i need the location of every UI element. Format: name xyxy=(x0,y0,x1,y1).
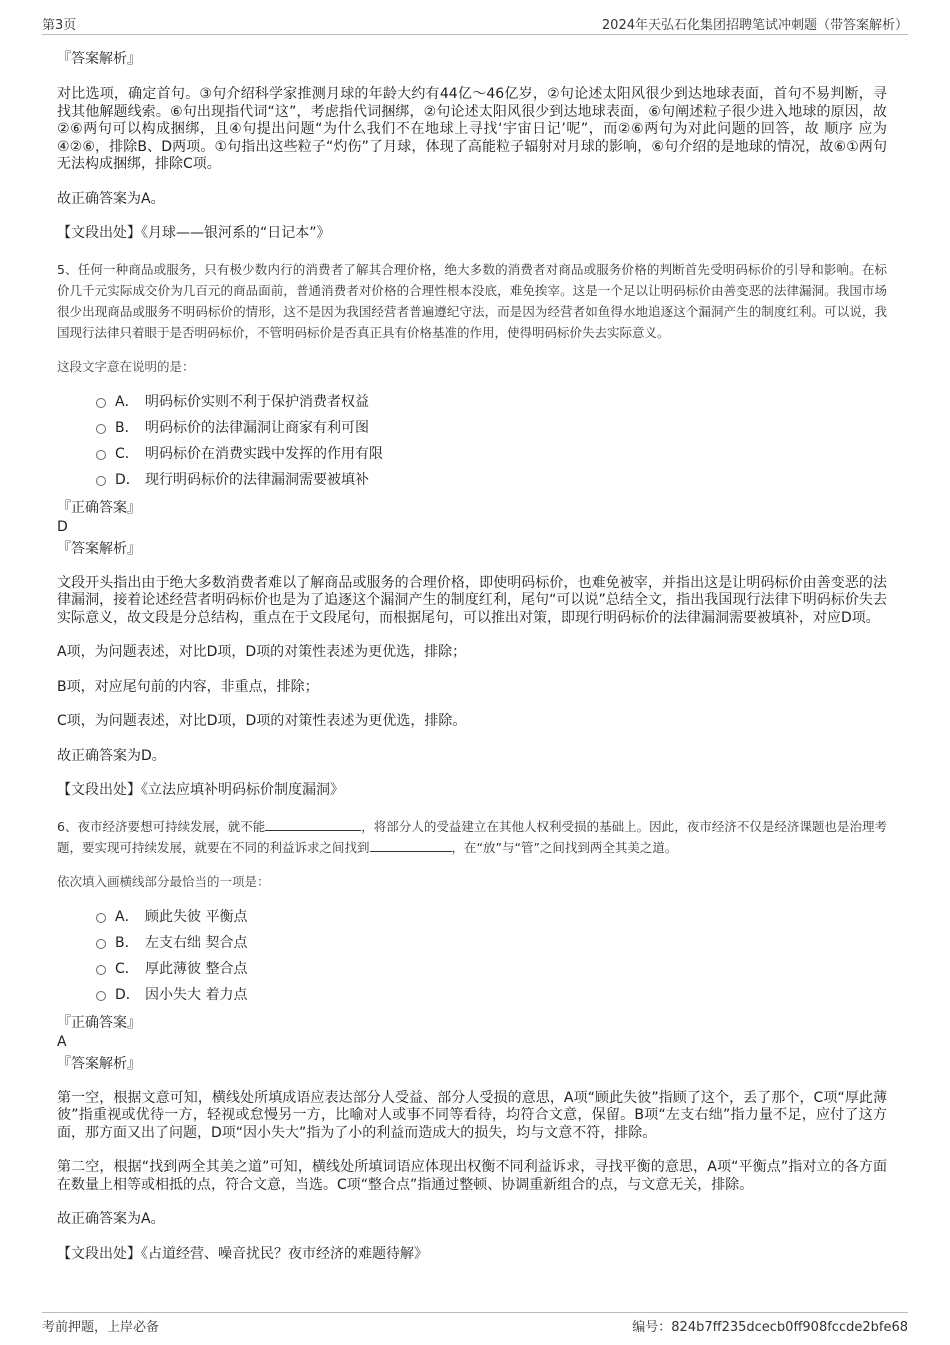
option-d[interactable]: D． 因小失大 着力点 xyxy=(57,982,887,1008)
document-id: 编号：824b7ff235dcecb0ff908fccde2bfe68 xyxy=(632,1320,908,1335)
source-citation: 【文段出处】《月球——银河系的“日记本”》 xyxy=(57,225,331,241)
radio-button[interactable] xyxy=(96,991,106,1001)
analysis-conclusion: 故正确答案为A。 xyxy=(57,190,165,207)
options-list xyxy=(57,389,887,493)
fill-blank xyxy=(265,818,361,831)
footer-slogan: 考前押题，上岸必备 xyxy=(42,1320,160,1335)
question-text: 6、夜市经济要想可持续发展，就不能 ，将部分人的受益建立在其他人权利受损的基础上。因此，夜市经济不仅是经济课题也是治理考题，要实现可持续发展，就要在不同的利益诉求之间找到 ，在“放”与“管”之间找到两全其美之道。 xyxy=(57,818,887,855)
document-title: 2024年天弘石化集团招聘笔试冲刺题（带答案解析） xyxy=(601,18,908,33)
option-b[interactable]: B． 明码标价的法律漏洞让商家有利可图 xyxy=(57,415,887,441)
correct-answer: A xyxy=(57,1033,67,1050)
radio-button[interactable] xyxy=(96,965,106,975)
fill-blank xyxy=(370,839,452,852)
radio-button[interactable] xyxy=(96,424,106,434)
option-b[interactable]: B． 左支右绌 契合点 xyxy=(57,930,887,956)
options-list xyxy=(57,904,887,1008)
analysis-tag: 『答案解析』 xyxy=(57,540,141,557)
option-d[interactable]: D． 现行明码标价的法律漏洞需要被填补 xyxy=(57,467,887,493)
question-text: 5、任何一种商品或服务，只有极少数内行的消费者了解其合理价格，绝大多数的消费者对商品或服务价格的判断首先受明码标价的引导和影响。在标价几千元实际成交价为几百元的商品面前，普通消费者对价格的合理性根本没底，难免挨宰。这是一个足以让明码标价由善变恶的法律漏洞。我国市场很少出现商品或服务不明码标价的情形，这不是因为我国经营者普遍遵纪守法，而是因为经营者如鱼得水地追逐这个漏洞产生的制度红利。可以说，我国现行法律只着眼于是否明码标价，不管明码标价是否真正具有价格基准的作用，使得明码标价失去实际意义。 xyxy=(57,261,887,340)
question-prompt: 依次填入画横线部分最恰当的一项是： xyxy=(57,873,270,889)
option-c[interactable]: C． 厚此薄彼 整合点 xyxy=(57,956,887,982)
page-footer xyxy=(42,1312,908,1335)
option-a[interactable]: A． 顾此失彼 平衡点 xyxy=(57,904,887,930)
analysis-text: 文段开头指出由于绝大多数消费者难以了解商品或服务的合理价格，即使明码标价，也难免被宰，并指出这是让明码标价由善变恶的法律漏洞，接着论述经营者明码标价也是为了追逐这个漏洞产生的制度红利，尾句“可以说”总结全文，指出我国现行法律下明码标价失去实际意义，故文段是分总结构，重点在于文段尾句，而根据尾句，可以推出对策，即现行明码标价的法律漏洞需要被填补，对应D项。 xyxy=(57,574,887,626)
radio-button[interactable] xyxy=(96,939,106,949)
analysis-tag: 『答案解析』 xyxy=(57,51,141,67)
option-a[interactable]: A． 明码标价实则不利于保护消费者权益 xyxy=(57,389,887,415)
radio-button[interactable] xyxy=(96,450,106,460)
analysis-text: A项，为问题表述，对比D项，D项的对策性表述为更优选，排除； xyxy=(57,644,467,660)
option-c[interactable]: C． 明码标价在消费实践中发挥的作用有限 xyxy=(57,441,887,467)
page-content xyxy=(57,44,887,1263)
analysis-text: 第一空，根据文意可知，横线处所填成语应表达部分人受益、部分人受损的意思，A项“顾此失彼”指顾了这个，丢了那个，C项“厚此薄彼”指重视或优待一方，轻视或怠慢另一方，比喻对人或事不同等看待，均符合文意，保留。B项“左支右绌”指力量不足，应付了这方面，那方面又出了问题，D项“因小失大”指为了小的利益而造成大的损失，均与文意不符，排除。 xyxy=(57,1089,887,1141)
analysis-tag: 『答案解析』 xyxy=(57,1055,141,1072)
analysis-conclusion: 故正确答案为D。 xyxy=(57,747,166,764)
page-number: 第3页 xyxy=(42,18,77,33)
correct-answer: D xyxy=(57,518,68,535)
analysis-text: 第二空，根据“找到两全其美之道”可知，横线处所填词语应体现出权衡不同利益诉求，寻找平衡的意思，A项“平衡点”指对立的各方面在数量上相等或相抵的点，符合文意，当选。C项“整合点”指通过整顿、协调重新组合的点，与文意无关，排除。 xyxy=(57,1159,887,1193)
analysis-text: 对比选项，确定首句。③句介绍科学家推测月球的年龄大约有44亿～46亿岁，②句论述太阳风很少到达地球表面，首句不易判断，寻找其他解题线索。⑥句出现指代词“这”，考虑指代词捆绑，②句论述太阳风很少到达地球表面，⑥句阐述粒子很少进入地球的原因，故②⑥两句可以构成捆绑，且④句提出问题“为什么我们不在地球上寻找‘宇宙日记’呢”，而②⑥两句为对此问题的回答，故 顺序 应为④②⑥，排除B、D两项。①句指出这些粒子“灼伤”了月球，体现了高能粒子辐射对月球的影响，⑥句介绍的是地球的情况，故⑥①两句无法构成捆绑，排除C项。 xyxy=(57,86,887,172)
page-header xyxy=(42,12,908,35)
question-prompt: 这段文字意在说明的是： xyxy=(57,358,195,374)
source-citation: 【文段出处】《占道经营、噪音扰民？夜市经济的难题待解》 xyxy=(57,1245,428,1262)
analysis-conclusion: 故正确答案为A。 xyxy=(57,1211,165,1227)
analysis-text: C项，为问题表述，对比D项，D项的对策性表述为更优选，排除。 xyxy=(57,713,467,729)
radio-button[interactable] xyxy=(96,913,106,923)
radio-button[interactable] xyxy=(96,398,106,408)
radio-button[interactable] xyxy=(96,476,106,486)
analysis-text: B项，对应尾句前的内容，非重点，排除； xyxy=(57,678,319,695)
correct-answer-tag: 『正确答案』 xyxy=(57,1014,141,1031)
correct-answer-tag: 『正确答案』 xyxy=(57,499,141,516)
source-citation: 【文段出处】《立法应填补明码标价制度漏洞》 xyxy=(57,782,344,798)
